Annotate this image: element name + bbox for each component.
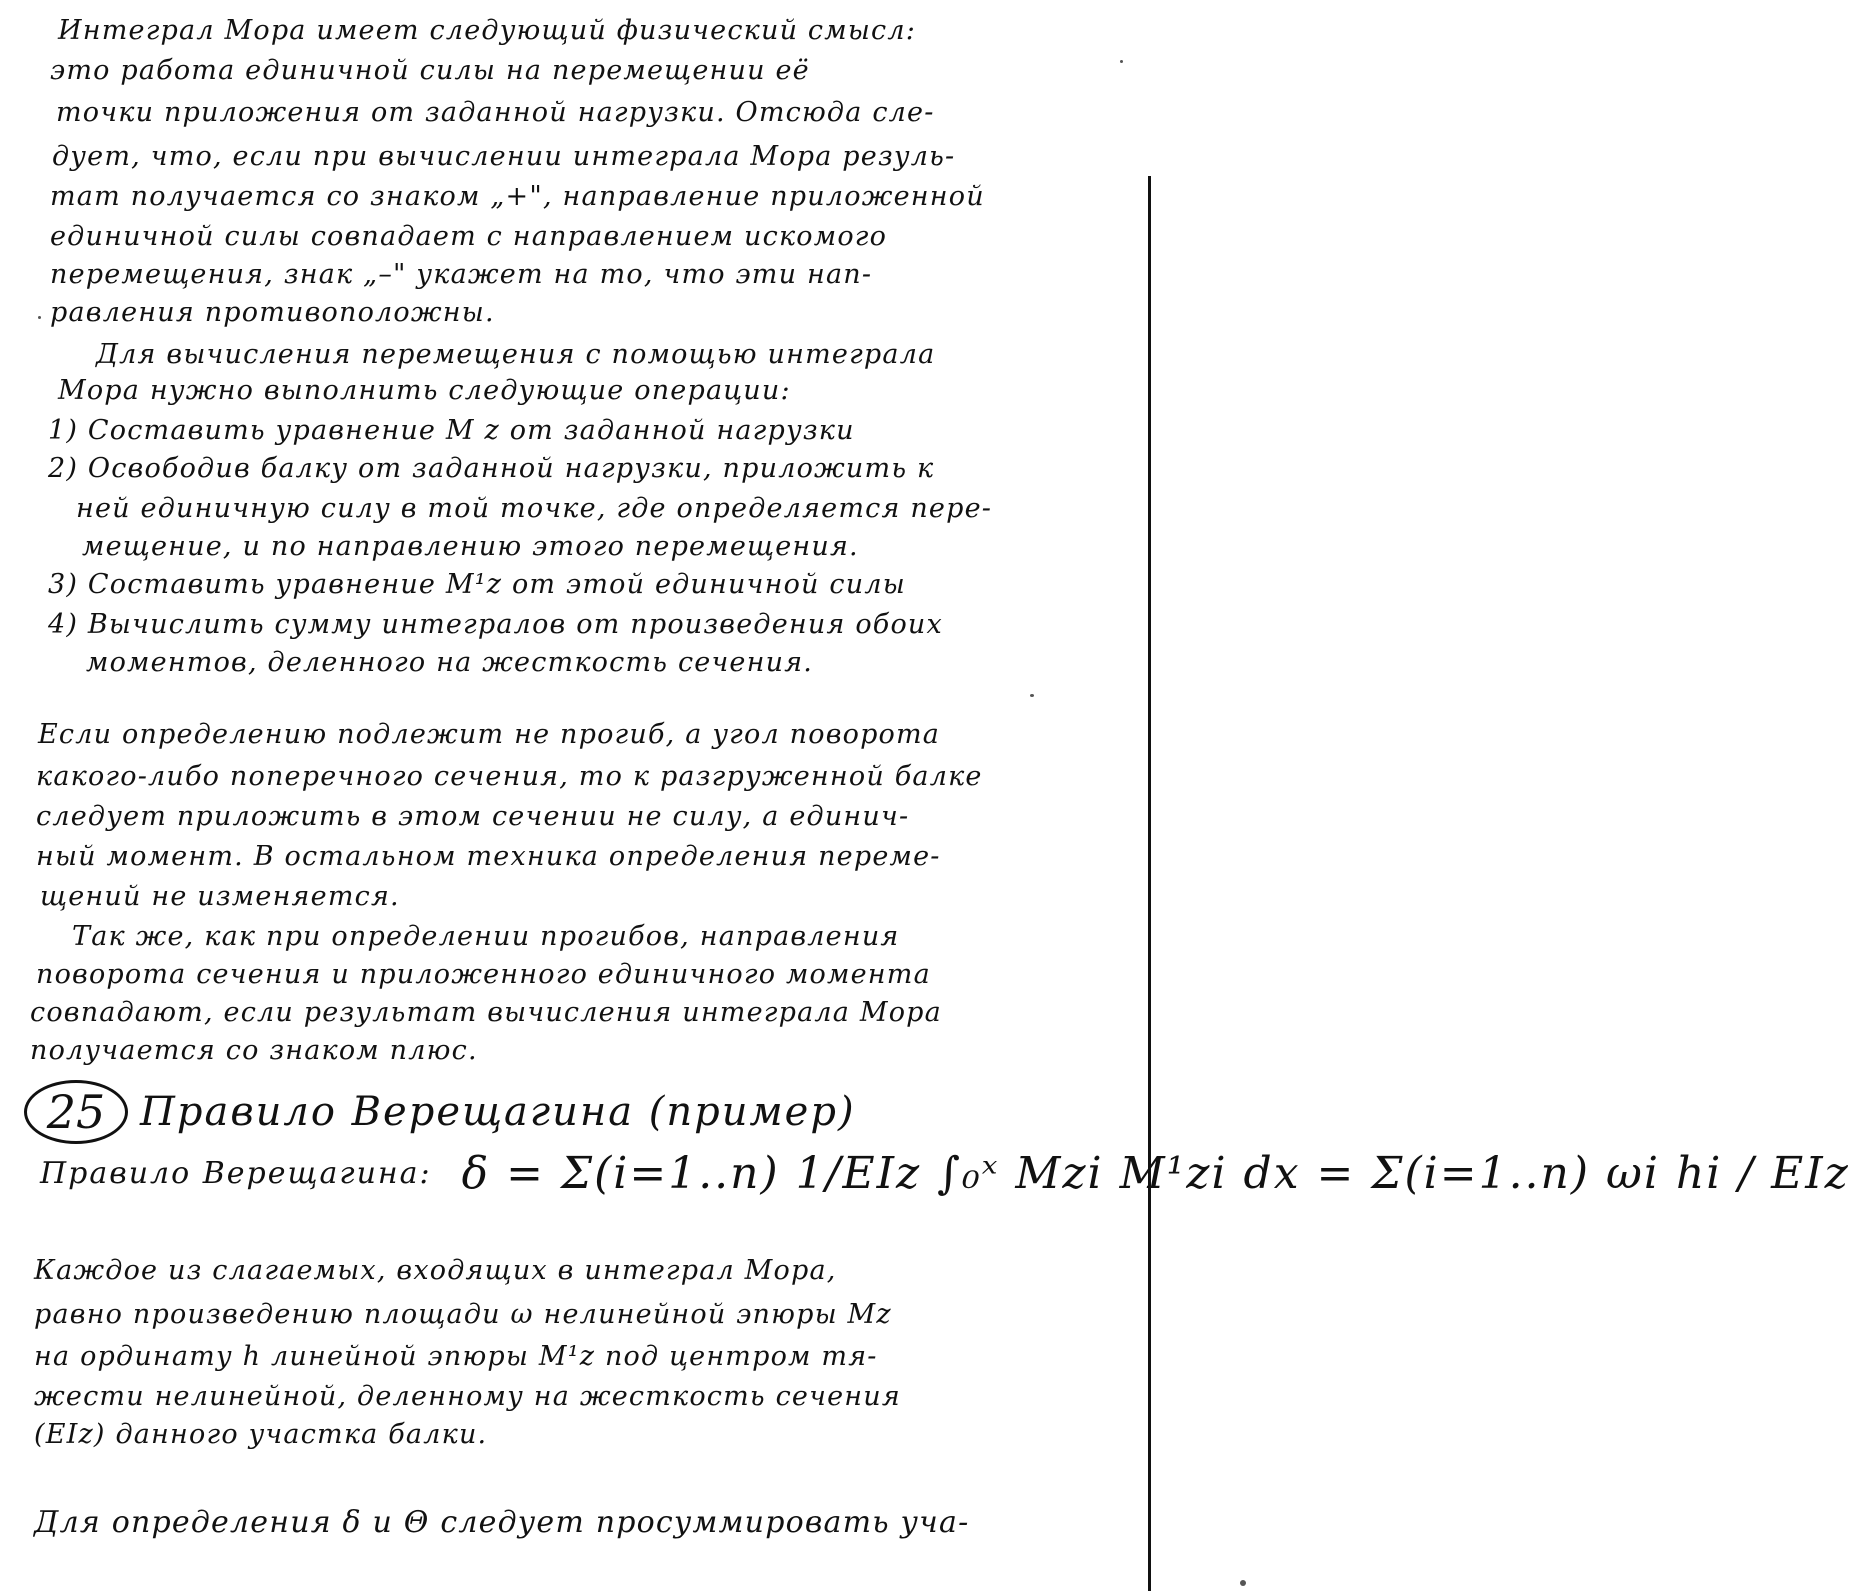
step-line: моментов, деленного на жесткость сечения. <box>86 647 814 678</box>
step-line: 1) Составить уравнение M z от заданной нагрузки <box>48 415 855 446</box>
scan-speck <box>38 316 41 319</box>
text-line: поворота сечения и приложенного единичного момента <box>36 959 931 990</box>
section-heading <box>24 1080 856 1144</box>
section-number: 25 <box>24 1080 128 1144</box>
text-line: жести нелинейной, деленному на жесткость сечения <box>34 1381 901 1412</box>
section-title: Правило Верещагина (пример) <box>140 1089 856 1135</box>
step-line: мещение, и по направлению этого перемещения. <box>82 531 859 562</box>
step-line: 2) Освободив балку от заданной нагрузки, приложить к <box>48 453 935 484</box>
text-line: равно произведению площади ω нелинейной эпюры Mz <box>34 1299 892 1330</box>
text-line: дует, что, если при вычислении интеграла Мора резуль- <box>52 141 956 172</box>
text-line: Мора нужно выполнить следующие операции: <box>58 375 791 406</box>
text-line: единичной силы совпадает с направлением искомого <box>50 221 888 252</box>
text-line: перемещения, знак „–" укажет на то, что эти нап- <box>50 259 873 290</box>
text-line: Так же, как при определении прогибов, направления <box>72 921 900 952</box>
formula-expression: δ = Σ(i=1..n) 1/EIz ∫₀ˣ Mzi M¹zi dx = Σ(i=1..n) ωi hi / EIz <box>461 1148 1850 1199</box>
step-line: 4) Вычислить сумму интегралов от произведения обоих <box>48 609 943 640</box>
scan-speck <box>1030 694 1034 697</box>
text-line: какого-либо поперечного сечения, то к разгруженной балке <box>36 761 983 792</box>
text-line: это работа единичной силы на перемещении её <box>50 55 810 86</box>
text-line: щений не изменяется. <box>40 881 400 912</box>
text-line: совпадают, если результат вычисления интеграла Мора <box>30 997 942 1028</box>
text-line: получается со знаком плюс. <box>30 1035 478 1066</box>
text-line: следует приложить в этом сечении не силу, а единич- <box>36 801 910 832</box>
step-line: ней единичную силу в той точке, где определяется пере- <box>76 493 993 524</box>
text-line: Для определения δ и Θ следует просуммировать уча- <box>34 1505 970 1540</box>
text-line: Каждое из слагаемых, входящих в интеграл Мора, <box>34 1255 837 1286</box>
text-line: точки приложения от заданной нагрузки. Отсюда сле- <box>56 97 935 128</box>
text-line: (EIz) данного участка балки. <box>34 1419 488 1450</box>
text-line: Интеграл Мора имеет следующий физический смысл: <box>58 15 917 46</box>
step-line: 3) Составить уравнение M¹z от этой единичной силы <box>48 569 906 600</box>
text-line: на ординату h линейной эпюры M¹z под центром тя- <box>34 1341 878 1372</box>
margin-rule <box>1148 176 1151 1591</box>
text-line: тат получается со знаком „+", направление приложенной <box>50 181 985 212</box>
text-line: равления противоположны. <box>50 297 495 328</box>
text-line: Если определению подлежит не прогиб, а угол поворота <box>38 719 941 750</box>
text-line: Для вычисления перемещения с помощью интеграла <box>96 339 936 370</box>
scan-speck <box>1240 1580 1246 1586</box>
vereshchagin-formula <box>40 1148 1850 1199</box>
scan-speck <box>1120 60 1123 63</box>
formula-label: Правило Верещагина: <box>40 1156 432 1191</box>
text-line: ный момент. В остальном техника определения переме- <box>36 841 941 872</box>
